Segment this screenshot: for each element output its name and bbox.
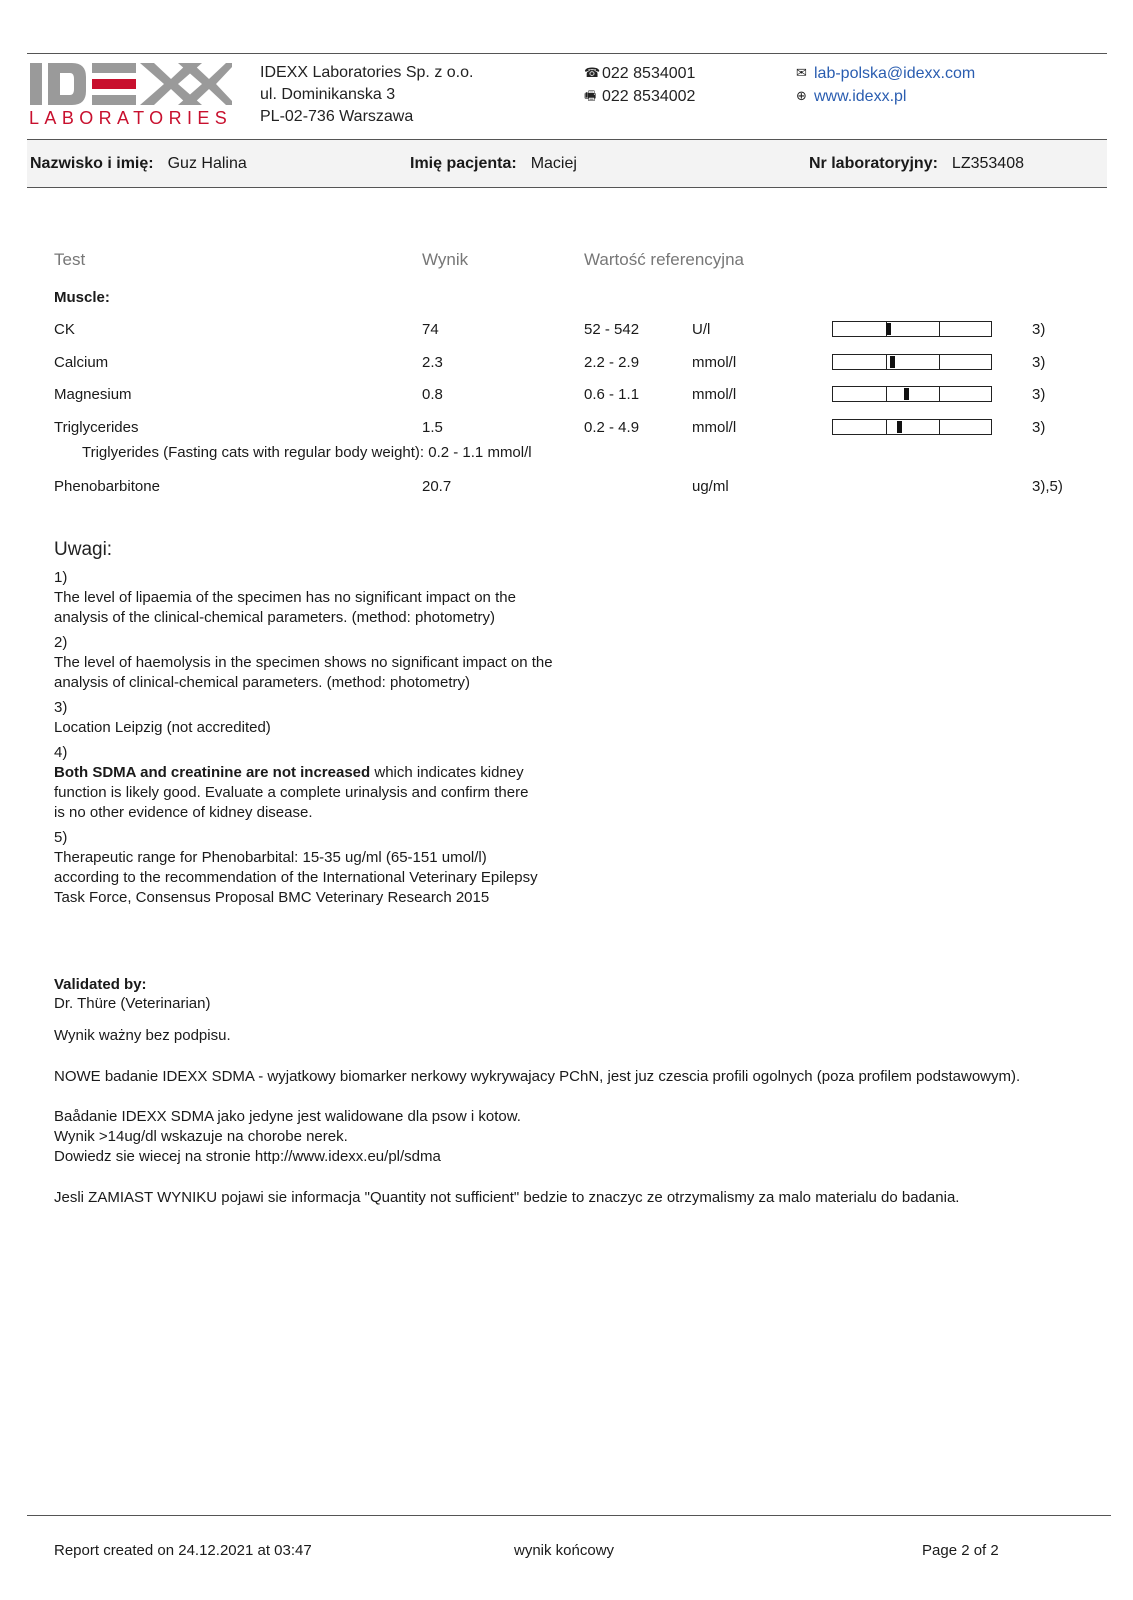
gauge-marker xyxy=(897,421,902,433)
test-name: Magnesium xyxy=(54,386,132,403)
website-link[interactable]: www.idexx.pl xyxy=(814,88,907,105)
result-value: 20.7 xyxy=(422,478,452,495)
note-ref: 3) xyxy=(1032,386,1046,403)
company-name: IDEXX Laboratories Sp. z o.o. xyxy=(260,64,474,81)
notes-title: Uwagi: xyxy=(54,539,113,560)
patient-bar xyxy=(27,139,1107,188)
note-text: Location Leipzig (not accredited) xyxy=(54,719,271,736)
patient-label: Imię pacjenta: xyxy=(410,155,517,172)
sdma-info xyxy=(54,1107,521,1167)
report-status: wynik końcowy xyxy=(514,1542,615,1559)
gauge-marker xyxy=(904,388,909,400)
range-gauge xyxy=(832,354,992,370)
note-number: 2) xyxy=(54,634,68,651)
note-ref: 3) xyxy=(1032,321,1046,338)
lab-address xyxy=(260,62,473,128)
globe-icon: ⊕ xyxy=(796,88,807,103)
note-ref: 3) xyxy=(1032,419,1046,436)
email-link[interactable]: lab-polska@idexx.com xyxy=(814,65,976,82)
note-bold: Both SDMA and creatinine are not increased xyxy=(54,764,371,781)
result-value: 74 xyxy=(422,321,439,338)
owner-value: Guz Halina xyxy=(167,155,247,172)
test-name: Triglycerides xyxy=(54,419,139,436)
note-number: 1) xyxy=(54,569,68,586)
range-gauge xyxy=(832,321,992,337)
page-number: Page 2 of 2 xyxy=(922,1542,999,1559)
street: ul. Dominikanska 3 xyxy=(260,86,396,103)
col-header-test: Test xyxy=(54,250,86,269)
sdma-new-text: NOWE badanie IDEXX SDMA - wyjatkowy biomarker nerkowy wykrywajacy PChN, jest juz czescia profili ogolnych (poza profilem podstawowym). xyxy=(54,1068,1021,1085)
phone-icon: ☎ xyxy=(584,65,601,80)
reference-range: 0.6 - 1.1 xyxy=(584,386,640,403)
sdma-line: Dowiedz sie wiecej na stronie http://www.idexx.eu/pl/sdma xyxy=(54,1148,441,1165)
report-created: Report created on 24.12.2021 at 03:47 xyxy=(54,1542,312,1559)
phone-contacts xyxy=(584,62,695,108)
logo-laboratories: LABORATORIES xyxy=(29,108,233,128)
notes-list xyxy=(54,568,553,908)
city: PL-02-736 Warszawa xyxy=(260,108,414,125)
reference-range: 52 - 542 xyxy=(584,321,640,338)
lab-number-field xyxy=(809,155,1024,173)
reference-range: 2.2 - 2.9 xyxy=(584,354,640,371)
lab-number-label: Nr laboratoryjny: xyxy=(809,155,938,172)
unit: U/l xyxy=(692,321,711,338)
result-value: 1.5 xyxy=(422,419,443,436)
note-text: The level of lipaemia of the specimen has no significant impact on the xyxy=(54,589,516,606)
test-name: Phenobarbitone xyxy=(54,478,160,495)
note-text: The level of haemolysis in the specimen shows no significant impact on the xyxy=(54,654,553,671)
note-text: analysis of the clinical-chemical parameters. (method: photometry) xyxy=(54,609,496,626)
top-rule xyxy=(27,53,1107,54)
gauge-marker xyxy=(890,356,895,368)
unit: ug/ml xyxy=(692,478,729,495)
note-ref: 3) xyxy=(1032,354,1046,371)
note-ref: 3),5) xyxy=(1032,478,1063,495)
fax-number: 022 8534002 xyxy=(602,88,696,105)
test-name: CK xyxy=(54,321,75,338)
range-gauge xyxy=(832,419,992,435)
qns-text: Jesli ZAMIAST WYNIKU pojawi sie informacja "Quantity not sufficient" bedzie to znaczyc ze otrzymalismy za malo materialu do badania. xyxy=(54,1189,960,1206)
phone-number: 022 8534001 xyxy=(602,65,696,82)
lab-number-value: LZ353408 xyxy=(951,155,1024,172)
owner-label: Nazwisko i imię: xyxy=(30,155,154,172)
range-gauge xyxy=(832,386,992,402)
fax-icon: 🖷 xyxy=(584,88,597,103)
web-contacts xyxy=(796,62,975,108)
test-name: Calcium xyxy=(54,354,109,371)
validated-label: Validated by: xyxy=(54,976,147,993)
idexx-logo xyxy=(30,63,232,105)
note-text: Therapeutic range for Phenobarbital: 15-35 ug/ml (65-151 umol/l) xyxy=(54,849,487,866)
col-header-reference: Wartość referencyjna xyxy=(584,250,744,269)
note-text: is no other evidence of kidney disease. xyxy=(54,804,313,821)
patient-field xyxy=(410,155,577,173)
sdma-line: Wynik >14ug/dl wskazuje na chorobe nerek. xyxy=(54,1128,348,1145)
unit: mmol/l xyxy=(692,386,737,403)
note-text: analysis of clinical-chemical parameters. (method: photometry) xyxy=(54,674,470,691)
note-number: 3) xyxy=(54,699,68,716)
patient-value: Maciej xyxy=(530,155,577,172)
email-icon: ✉ xyxy=(796,65,807,80)
unit: mmol/l xyxy=(692,354,737,371)
gauge-marker xyxy=(886,323,891,335)
triglycerides-subnote: Triglyerides (Fasting cats with regular body weight): 0.2 - 1.1 mmol/l xyxy=(82,444,532,461)
note-text: Task Force, Consensus Proposal BMC Veterinary Research 2015 xyxy=(54,889,490,906)
validator-name: Dr. Thüre (Veterinarian) xyxy=(54,995,211,1012)
note-number: 5) xyxy=(54,829,68,846)
sdma-line: Baådanie IDEXX SDMA jako jedyne jest walidowane dla psow i kotow. xyxy=(54,1108,521,1125)
note-text: according to the recommendation of the International Veterinary Epilepsy xyxy=(54,869,538,886)
valid-text: Wynik ważny bez podpisu. xyxy=(54,1027,231,1044)
result-value: 2.3 xyxy=(422,354,443,371)
note-number: 4) xyxy=(54,744,68,761)
note-text: function is likely good. Evaluate a complete urinalysis and confirm there xyxy=(54,784,529,801)
owner-field xyxy=(30,155,247,173)
footer-rule xyxy=(27,1515,1111,1516)
reference-range: 0.2 - 4.9 xyxy=(584,419,640,436)
note-rest: which indicates kidney xyxy=(370,764,524,781)
note-text xyxy=(54,763,553,783)
col-header-result: Wynik xyxy=(422,250,469,269)
unit: mmol/l xyxy=(692,419,737,436)
result-value: 0.8 xyxy=(422,386,443,403)
section-title: Muscle: xyxy=(54,289,110,306)
